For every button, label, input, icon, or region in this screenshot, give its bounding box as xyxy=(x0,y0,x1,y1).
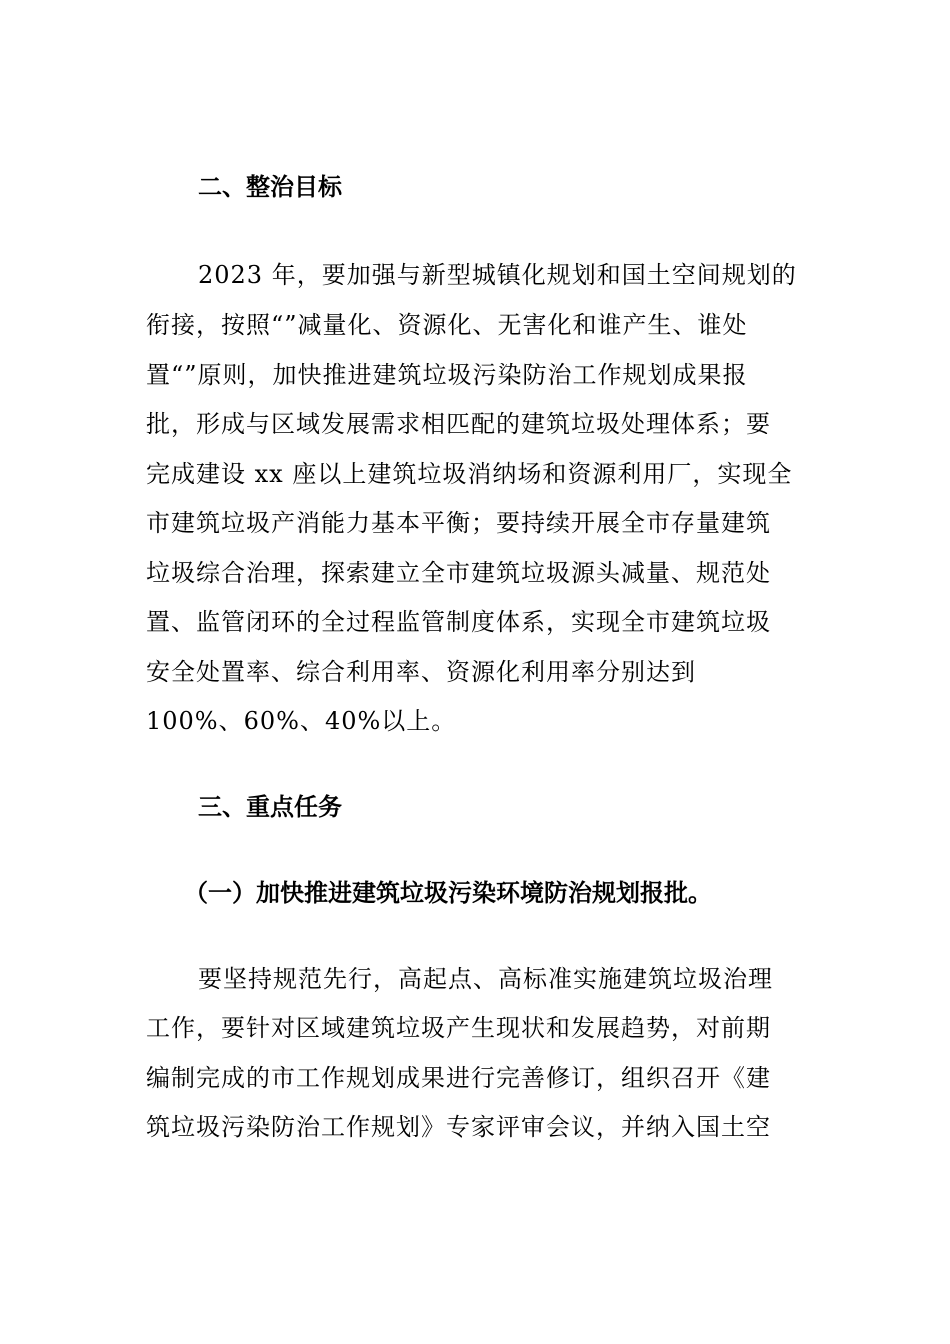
paragraph-line: 100%、60%、40%以上。 xyxy=(146,707,457,735)
paragraph-line: 要坚持规范先行，高起点、高标准实施建筑垃圾治理 xyxy=(198,965,773,993)
paragraph-line: 置“”原则，加快推进建筑垃圾污染防治工作规划成果报 xyxy=(146,361,748,389)
section-heading-tasks: 三、重点任务 xyxy=(198,793,342,821)
paragraph-line: 完成建设 xx 座以上建筑垃圾消纳场和资源利用厂，实现全 xyxy=(146,460,793,488)
paragraph-line: 安全处置率、综合利用率、资源化利用率分别达到 xyxy=(146,658,696,686)
paragraph-line: 编制完成的市工作规划成果进行完善修订，组织召开《建 xyxy=(146,1064,771,1092)
paragraph-line: 工作，要针对区域建筑垃圾产生现状和发展趋势，对前期 xyxy=(146,1014,771,1042)
paragraph-line: 垃圾综合治理，探索建立全市建筑垃圾源头减量、规范处 xyxy=(146,559,771,587)
subsection-heading: （一）加快推进建筑垃圾污染环境防治规划报批。 xyxy=(184,879,712,907)
paragraph-line: 2023 年，要加强与新型城镇化规划和国土空间规划的 xyxy=(198,261,797,289)
paragraph-line: 置、监管闭环的全过程监管制度体系，实现全市建筑垃圾 xyxy=(146,608,771,636)
paragraph-line: 衔接，按照“”减量化、资源化、无害化和谁产生、谁处 xyxy=(146,311,748,339)
paragraph-line: 筑垃圾污染防治工作规划》专家评审会议，并纳入国土空 xyxy=(146,1113,771,1141)
section-heading-goals: 二、整治目标 xyxy=(198,173,342,201)
paragraph-line: 市建筑垃圾产消能力基本平衡；要持续开展全市存量建筑 xyxy=(146,509,771,537)
paragraph-line: 批，形成与区域发展需求相匹配的建筑垃圾处理体系；要 xyxy=(146,410,771,438)
